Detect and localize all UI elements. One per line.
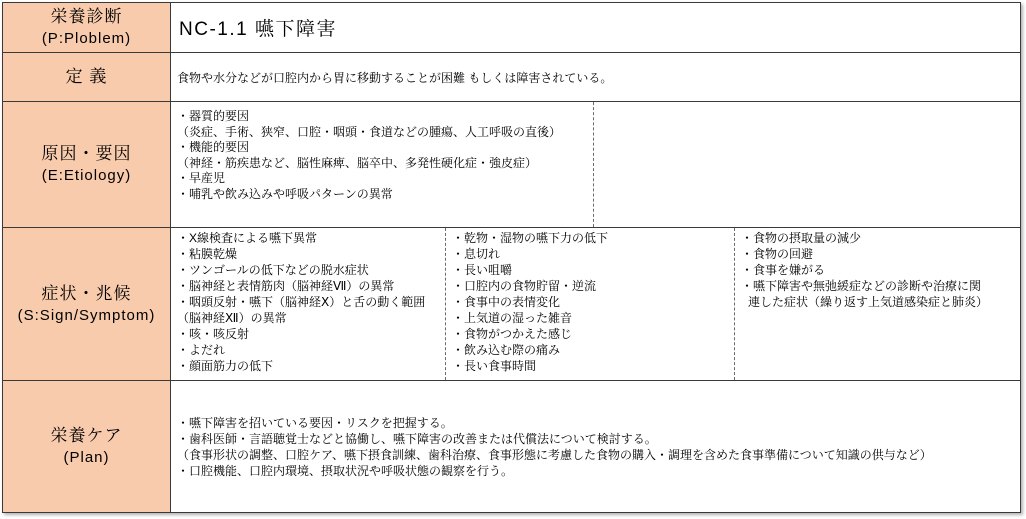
signs-item: ・食物の回避 [741, 247, 814, 261]
signs-item: ・ツンゴールの低下などの脱水症状 [177, 263, 369, 277]
plan-label-cell [3, 381, 171, 512]
plan-content-cell [171, 381, 1020, 512]
signs-item: ・脳神経と表情筋肉（脳神経Ⅶ）の異常 [177, 279, 395, 293]
etiology-item: ・早産児 [177, 171, 226, 185]
signs-item: ・嚥下障害や無弛緩症などの診断や治療に関 [741, 279, 982, 293]
plan-item: （食事形状の調整、口腔ケア、嚥下摂食訓練、歯科治療、食事形態に考慮した食物の購入・調理を含めた食事準備について知識の供与など） [177, 447, 932, 462]
etiology-item: （神経・筋疾患など、脳性麻痺、脳卒中、多発性硬化症・強皮症） [177, 155, 538, 170]
signs-item: ・食物の摂取量の減少 [741, 231, 862, 245]
diagnosis-value: NC-1.1 嚥下障害 [179, 19, 337, 40]
etiology-label: 原因・要因 [41, 144, 132, 163]
definition-text-cell [171, 53, 1020, 101]
diagnosis-label-cell [3, 3, 171, 52]
etiology-item: ・器質的要因 [177, 109, 250, 123]
definition-label-cell [3, 53, 171, 101]
definition-label: 定 義 [65, 67, 108, 86]
etiology-item: ・哺乳や飲み込みや呼吸パターンの異常 [177, 186, 393, 201]
signs-column-1 [171, 228, 446, 380]
nutrition-diagnosis-table [2, 2, 1021, 513]
signs-item: ・長い咀嚼 [452, 263, 513, 277]
signs-row [3, 228, 1020, 381]
signs-item: ・上気道の湿った雑音 [452, 311, 573, 325]
signs-item: ・咳・咳反射 [177, 327, 250, 341]
etiology-item: （炎症、手術、狭窄、口腔・咽頭・食道などの腫瘍、人工呼吸の直後） [177, 124, 562, 139]
signs-label: 症状・兆候 [41, 283, 132, 303]
diagnosis-value-cell [171, 3, 1020, 52]
plan-row [3, 381, 1020, 512]
signs-item: ・口腔内の食物貯留・逆流 [452, 279, 597, 293]
etiology-column-2 [594, 102, 1020, 227]
plan-item: ・嚥下障害を招いている要因・リスクを把握する。 [177, 415, 453, 430]
signs-column-2 [446, 228, 735, 380]
signs-item: ・粘膜乾燥 [177, 247, 238, 261]
signs-item: ・咽頭反射・嚥下（脳神経Ⅹ）と舌の動く範囲 [177, 295, 426, 309]
signs-item: （脳神経Ⅻ）の異常 [177, 311, 287, 325]
signs-sublabel: (S:Sign/Symptom) [17, 306, 156, 324]
diagnosis-label: 栄養診断 [50, 7, 123, 26]
signs-item: ・食物がつかえた感じ [452, 327, 573, 341]
diagnosis-row [3, 3, 1020, 53]
definition-text: 食物や水分などが口腔内から胃に移動することが困難 もしくは障害されている。 [177, 70, 613, 85]
signs-item: 連した症状（繰り返す上気道感染症と肺炎） [748, 295, 989, 309]
plan-label: 栄養ケア [50, 426, 123, 445]
plan-item: ・口腔機能、口腔内環境、摂取状況や呼吸状態の観察を行う。 [177, 463, 514, 478]
signs-item: ・飲み込む際の痛み [452, 343, 561, 357]
signs-content-cell [171, 228, 1020, 380]
definition-row [3, 53, 1020, 102]
diagnosis-sublabel: (P:Ploblem) [41, 30, 132, 47]
plan-sublabel: (Plan) [63, 449, 110, 466]
signs-item: ・食事を嫌がる [741, 263, 826, 277]
signs-item: ・X線検査による嚥下異常 [177, 231, 318, 245]
etiology-label-cell [3, 102, 171, 227]
etiology-column-1 [171, 102, 594, 227]
etiology-sublabel: (E:Etiology) [41, 167, 132, 184]
etiology-item: ・機能的要因 [177, 140, 250, 154]
etiology-content-cell [171, 102, 1020, 227]
signs-label-cell [3, 228, 171, 380]
signs-column-3 [735, 228, 1020, 380]
signs-item: ・乾物・湿物の嚥下力の低下 [452, 231, 609, 245]
etiology-row [3, 102, 1020, 228]
signs-item: ・食事中の表情変化 [452, 295, 561, 309]
signs-item: ・長い食事時間 [452, 359, 537, 373]
signs-item: ・顔面筋力の低下 [177, 359, 274, 373]
signs-item: ・よだれ [177, 343, 226, 357]
signs-item: ・息切れ [452, 247, 501, 261]
plan-item: ・歯科医師・言語聴覚士などと協働し、嚥下障害の改善または代償法について検討する。 [177, 431, 657, 446]
